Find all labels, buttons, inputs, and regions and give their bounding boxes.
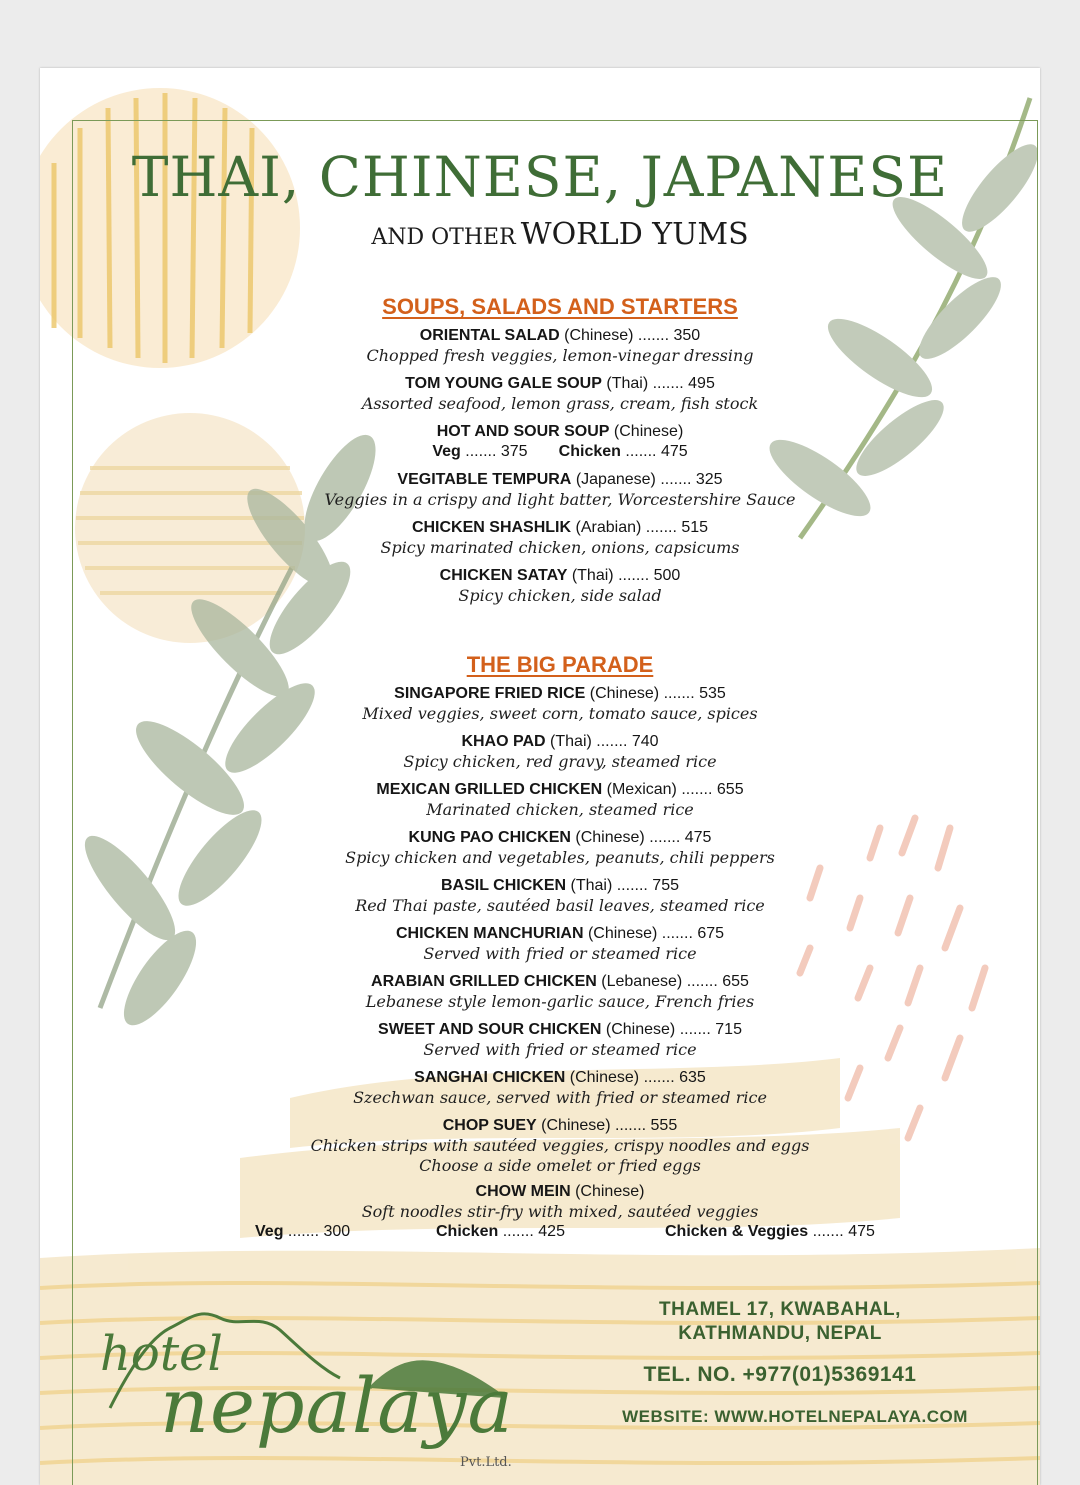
item-name: KHAO PAD (461, 733, 546, 750)
item-description: Marinated chicken, steamed rice (426, 800, 694, 819)
item-price: ....... 655 (686, 973, 749, 990)
item-name: CHICKEN SHASHLIK (411, 519, 572, 536)
menu-item (40, 566, 1040, 614)
item-name: CHOW MEIN (475, 1183, 571, 1200)
item-name: SANGHAI CHICKEN (414, 1069, 566, 1086)
item-name: VEGITABLE TEMPURA (397, 471, 572, 488)
item-description: Chicken strips with sautéed veggies, crispy noodles and eggs (310, 1136, 810, 1155)
page-subtitle (40, 217, 1040, 252)
item-name: SINGAPORE FRIED RICE (394, 685, 586, 702)
item-description: Lebanese style lemon-garlic sauce, French fries (365, 992, 755, 1011)
variant-label: Veg (255, 1223, 284, 1240)
logo-hotel-text: hotel (100, 1326, 223, 1382)
item-price: ....... 535 (663, 685, 726, 702)
menu-item (40, 1182, 1040, 1248)
item-description: Spicy chicken, red gravy, steamed rice (403, 752, 717, 771)
item-cuisine: (Chinese) (605, 1021, 676, 1038)
item-name: TOM YOUNG GALE SOUP (405, 375, 602, 392)
menu-item (40, 326, 1040, 374)
item-price: ....... 740 (596, 733, 659, 750)
item-description: Szechwan sauce, served with fried or steamed rice (353, 1088, 767, 1107)
section-title-big-parade: THE BIG PARADE (466, 652, 654, 677)
item-cuisine: (Chinese) (613, 423, 684, 440)
menu-item (40, 470, 1040, 518)
variant-chicken (436, 1222, 565, 1242)
menu-item (40, 876, 1040, 924)
starters-list (40, 326, 1040, 614)
item-cuisine: (Chinese) (587, 925, 658, 942)
menu-item (40, 422, 1040, 470)
menu-item (40, 972, 1040, 1020)
variant-label: Veg (432, 443, 461, 460)
item-cuisine: (Chinese) (589, 685, 660, 702)
item-description: Served with fried or steamed rice (423, 1040, 697, 1059)
item-name: CHICKEN SATAY (439, 567, 568, 584)
variant-chicken-veggies (665, 1222, 875, 1242)
item-price: ....... 475 (649, 829, 712, 846)
item-description: Red Thai paste, sautéed basil leaves, steamed rice (355, 896, 765, 915)
variant-label: Chicken (558, 443, 621, 460)
item-cuisine: (Thai) (571, 567, 614, 584)
item-cuisine: (Mexican) (606, 781, 677, 798)
item-price: ....... 515 (645, 519, 709, 536)
item-name: ORIENTAL SALAD (419, 327, 560, 344)
logo-pvt-ltd: Pvt.Ltd. (460, 1455, 512, 1470)
menu-page (40, 68, 1040, 1485)
menu-item (40, 1020, 1040, 1068)
variant-label: Chicken (436, 1223, 499, 1240)
item-description: Soft noodles stir-fry with mixed, sautéed veggies (361, 1202, 759, 1221)
item-price: ....... 495 (652, 375, 715, 392)
item-description: Assorted seafood, lemon grass, cream, fish stock (361, 394, 759, 413)
item-variants (40, 442, 1040, 462)
item-price: ....... 635 (643, 1069, 706, 1086)
big-parade-list (40, 684, 1040, 1248)
item-price: ....... 500 (618, 567, 681, 584)
subtitle-small: AND OTHER (371, 225, 516, 250)
telephone: TEL. NO. +977(01)5369141 (643, 1363, 917, 1386)
item-name: CHICKEN MANCHURIAN (395, 925, 584, 942)
item-description: Spicy marinated chicken, onions, capsicums (380, 538, 740, 557)
item-cuisine: (Chinese) (564, 327, 634, 344)
variant-price: ....... 300 (287, 1223, 351, 1240)
item-cuisine: (Chinese) (575, 1183, 645, 1200)
item-cuisine: (Chinese) (541, 1117, 611, 1134)
item-name: HOT AND SOUR SOUP (436, 423, 610, 440)
item-price: ....... 675 (661, 925, 725, 942)
item-name: ARABIAN GRILLED CHICKEN (371, 973, 597, 990)
item-cuisine: (Arabian) (575, 519, 642, 536)
variant-veg (255, 1222, 350, 1242)
menu-item (40, 1116, 1040, 1182)
item-description: Served with fried or steamed rice (423, 944, 697, 963)
item-variants (40, 1222, 1040, 1242)
menu-item (40, 828, 1040, 876)
variant-price: ....... 475 (625, 443, 688, 460)
item-cuisine: (Chinese) (575, 829, 645, 846)
menu-item (40, 374, 1040, 422)
variant-price: ....... 425 (502, 1223, 565, 1240)
item-price: ....... 350 (637, 327, 701, 344)
section-title-starters: SOUPS, SALADS AND STARTERS (382, 294, 738, 319)
item-cuisine: (Chinese) (569, 1069, 640, 1086)
item-cuisine: (Japanese) (575, 471, 656, 488)
item-description: Chopped fresh veggies, lemon-vinegar dressing (366, 346, 754, 365)
item-name: KUNG PAO CHICKEN (408, 829, 571, 846)
item-name: CHOP SUEY (442, 1117, 537, 1134)
item-price: ....... 325 (660, 471, 723, 488)
item-cuisine: (Lebanese) (601, 973, 683, 990)
variant-label: Chicken & Veggies (665, 1223, 809, 1240)
variant-price: ....... 375 (465, 443, 528, 460)
item-name: SWEET AND SOUR CHICKEN (378, 1021, 602, 1038)
item-price: ....... 755 (616, 877, 679, 894)
item-cuisine: (Thai) (570, 877, 613, 894)
address-line-1: THAMEL 17, KWABAHAL, (659, 1299, 901, 1320)
item-description: Veggies in a crispy and light batter, Worcestershire Sauce (324, 490, 796, 509)
menu-item (40, 1068, 1040, 1116)
logo-nepalaya-text: nepalaya (160, 1361, 514, 1450)
menu-item (40, 518, 1040, 566)
item-description: Spicy chicken, side salad (458, 586, 662, 605)
menu-item (40, 924, 1040, 972)
page-title: THAI, CHINESE, JAPANESE (131, 145, 949, 209)
subtitle-large: WORLD YUMS (520, 217, 749, 252)
item-cuisine: (Thai) (606, 375, 649, 392)
item-price: ....... 715 (679, 1021, 742, 1038)
item-description: Mixed veggies, sweet corn, tomato sauce, spices (362, 704, 758, 723)
item-price: ....... 655 (681, 781, 744, 798)
variant-price: ....... 475 (812, 1223, 875, 1240)
menu-item (40, 732, 1040, 780)
item-name: MEXICAN GRILLED CHICKEN (376, 781, 603, 798)
menu-item (40, 684, 1040, 732)
item-description-extra: Choose a side omelet or fried eggs (419, 1156, 701, 1175)
website: WEBSITE: WWW.HOTELNEPALAYA.COM (622, 1407, 968, 1426)
item-cuisine: (Thai) (550, 733, 592, 750)
item-name: BASIL CHICKEN (441, 877, 567, 894)
item-description: Spicy chicken and vegetables, peanuts, chili peppers (345, 848, 775, 867)
menu-item (40, 780, 1040, 828)
address-line-2: KATHMANDU, NEPAL (678, 1323, 882, 1344)
item-price: ....... 555 (614, 1117, 678, 1134)
